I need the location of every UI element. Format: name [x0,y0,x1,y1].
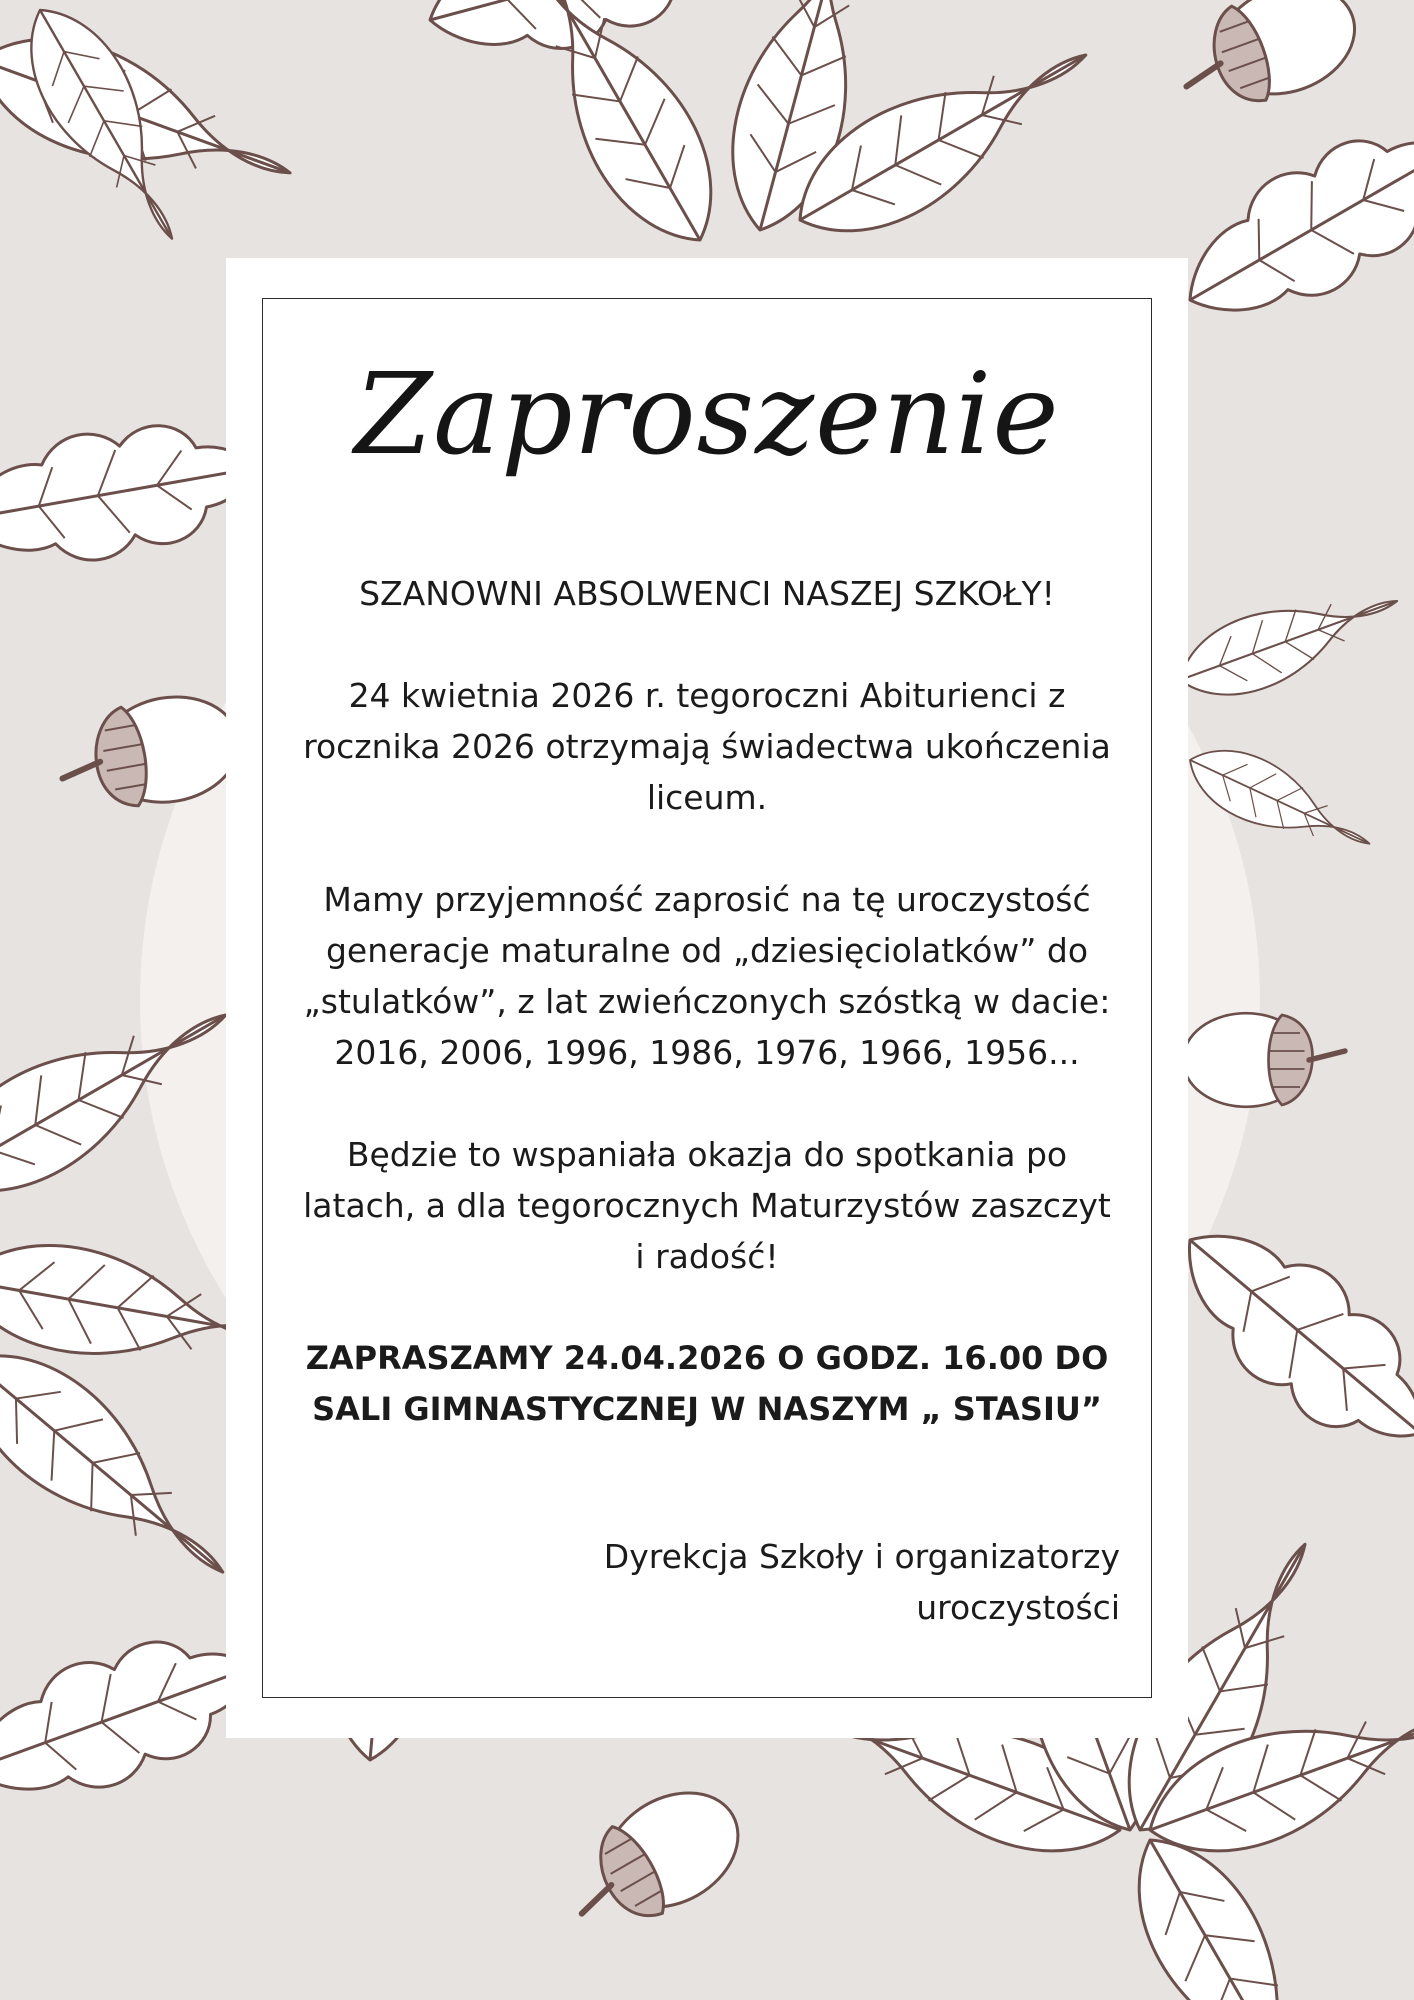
event-announcement: ZAPRASZAMY 24.04.2026 O GODZ. 16.00 DO SALI GIMNASTYCZNEJ W NASZYM „ STASIU” [305,1339,1109,1428]
signature: Dyrekcja Szkoły i organizatorzy uroczystości [603,1537,1120,1627]
paragraph-ceremony-date: 24 kwietnia 2026 r. tegoroczni Abiturienci z rocznika 2026 otrzymają świadectwa ukończenia liceum. [303,676,1111,817]
invitation-card [226,258,1188,1738]
paragraph-occasion: Będzie to wspaniała okazja do spotkania po latach, a dla tegorocznych Maturzystów zaszczyt i radość! [303,1135,1111,1276]
greeting: SZANOWNI ABSOLWENCI NASZEJ SZKOŁY! [359,574,1055,613]
invitation-body [296,568,1118,1486]
paragraph-invited-generations: Mamy przyjemność zaprosić na tę uroczystość generacje maturalne od „dziesięciolatków” do „stulatków”, z lat zwieńczonych szóstką w dacie: 2016, 2006, 1996, 1986, 1976, 1966, 1956... [303,880,1111,1072]
invitation-title: Zaproszenie [354,350,1060,480]
